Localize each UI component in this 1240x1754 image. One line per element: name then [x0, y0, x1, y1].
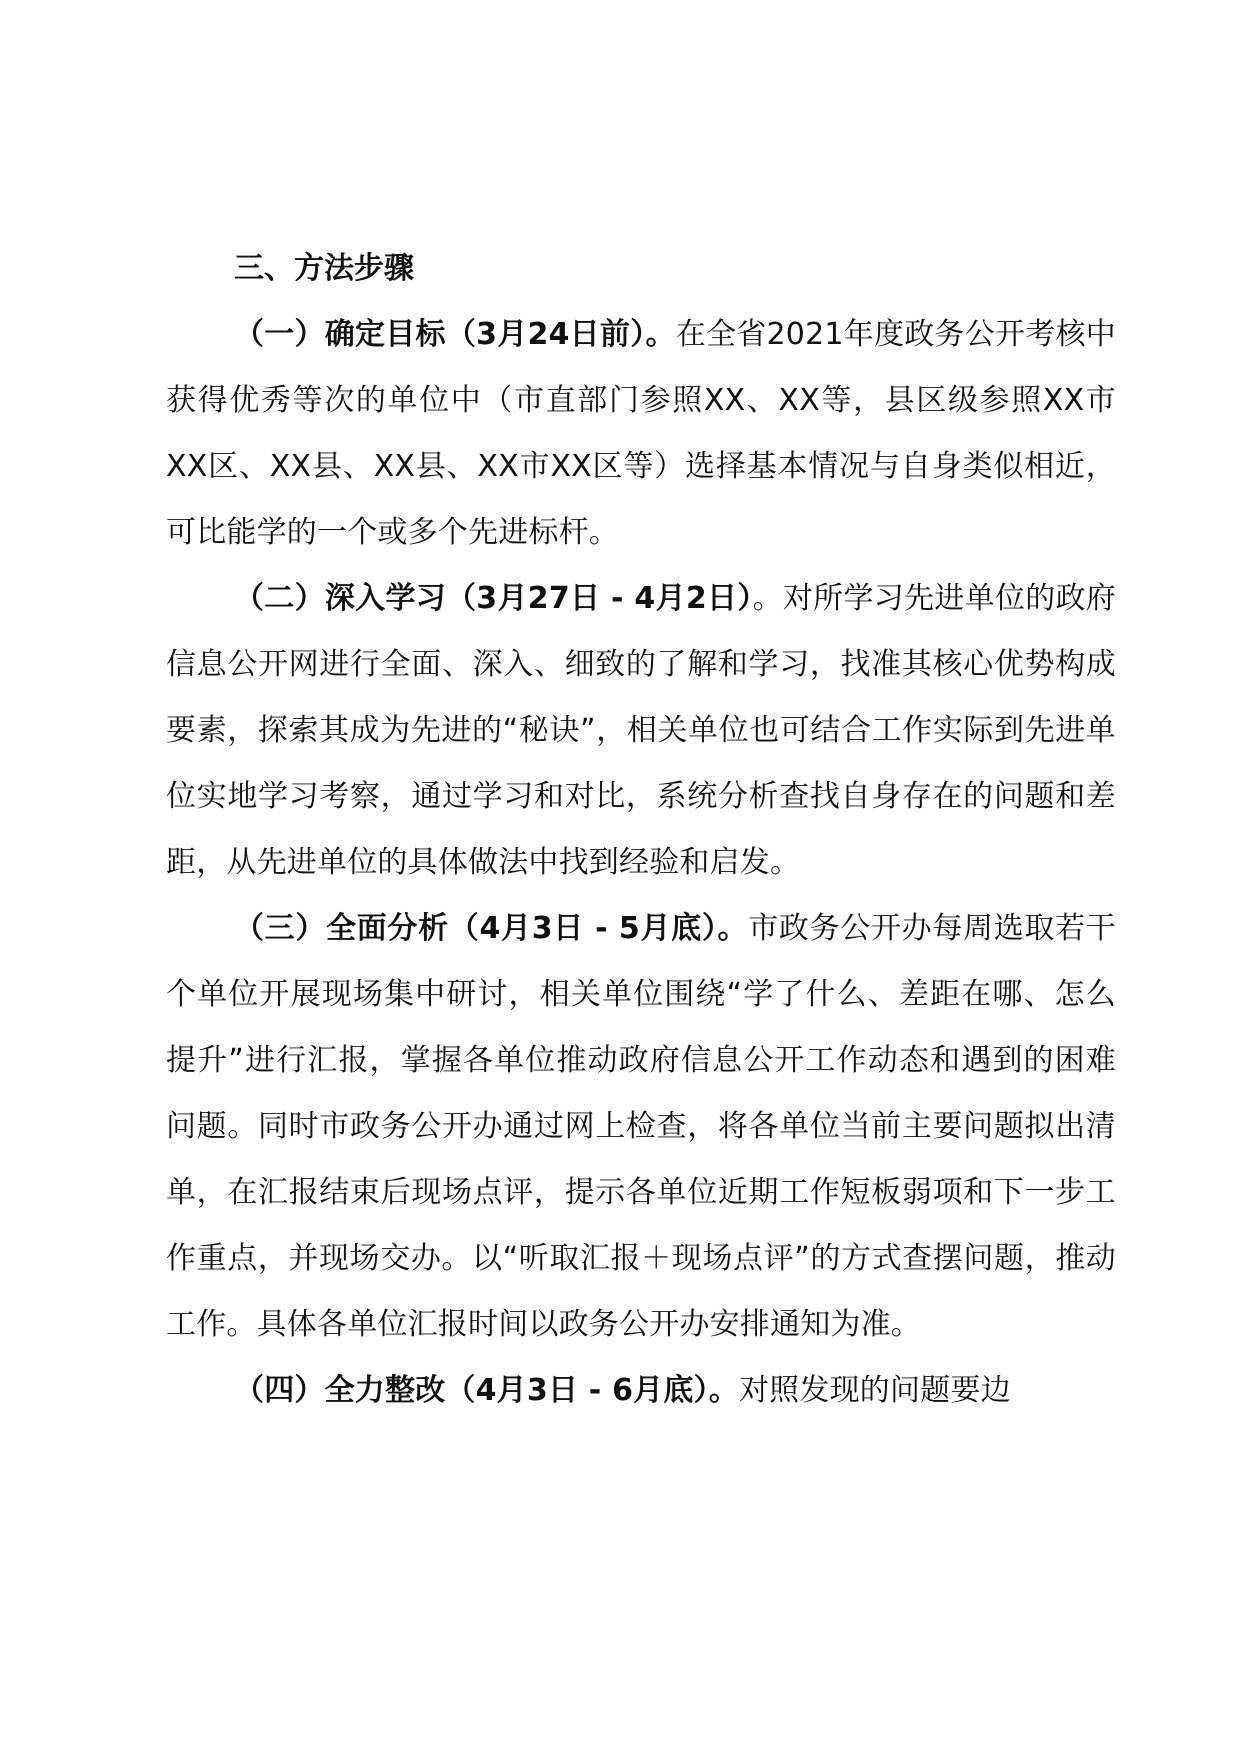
paragraph-full-rectification	[166, 1358, 1116, 1424]
paragraph-in-depth-study	[166, 566, 1116, 896]
paragraph-lead: （二）深入学习（3月27日 - 4月2日）	[234, 581, 753, 616]
paragraph-lead: （四）全力整改（4月3日 - 6月底）。	[234, 1373, 739, 1408]
paragraph-body: 市政务公开办每周选取若干个单位开展现场集中研讨，相关单位围绕“学了什么、差距在哪、怎么提升”进行汇报，掌握各单位推动政府信息公开工作动态和遇到的困难问题。同时市政务公开办通过网上检查，将各单位当前主要问题拟出清单，在汇报结束后现场点评，提示各单位近期工作短板弱项和下一步工作重点，并现场交办。以“听取汇报＋现场点评”的方式查摆问题，推动工作。具体各单位汇报时间以政务公开办安排通知为准。	[166, 911, 1116, 1342]
paragraph-determine-target	[166, 302, 1116, 566]
document-body	[166, 236, 1116, 1424]
paragraph-lead: （三）全面分析（4月3日 - 5月底）。	[234, 911, 749, 946]
paragraph-body: 在全省2021年度政务公开考核中获得优秀等次的单位中（市直部门参照XX、XX等，县区级参照XX市XX区、XX县、XX县、XX市XX区等）选择基本情况与自身类似相近，可比能学的一个或多个先进标杆。	[166, 317, 1116, 550]
paragraph-body: 对照发现的问题要边	[738, 1373, 1011, 1408]
paragraph-body: 。对所学习先进单位的政府信息公开网进行全面、深入、细致的了解和学习，找准其核心优势构成要素，探索其成为先进的“秘诀”，相关单位也可结合工作实际到先进单位实地学习考察，通过学习和对比，系统分析查找自身存在的问题和差距，从先进单位的具体做法中找到经验和启发。	[166, 581, 1116, 880]
paragraph-lead: （一）确定目标（3月24日前）。	[234, 317, 676, 352]
paragraph-comprehensive-analysis	[166, 896, 1116, 1358]
section-heading: 三、方法步骤	[234, 251, 414, 286]
